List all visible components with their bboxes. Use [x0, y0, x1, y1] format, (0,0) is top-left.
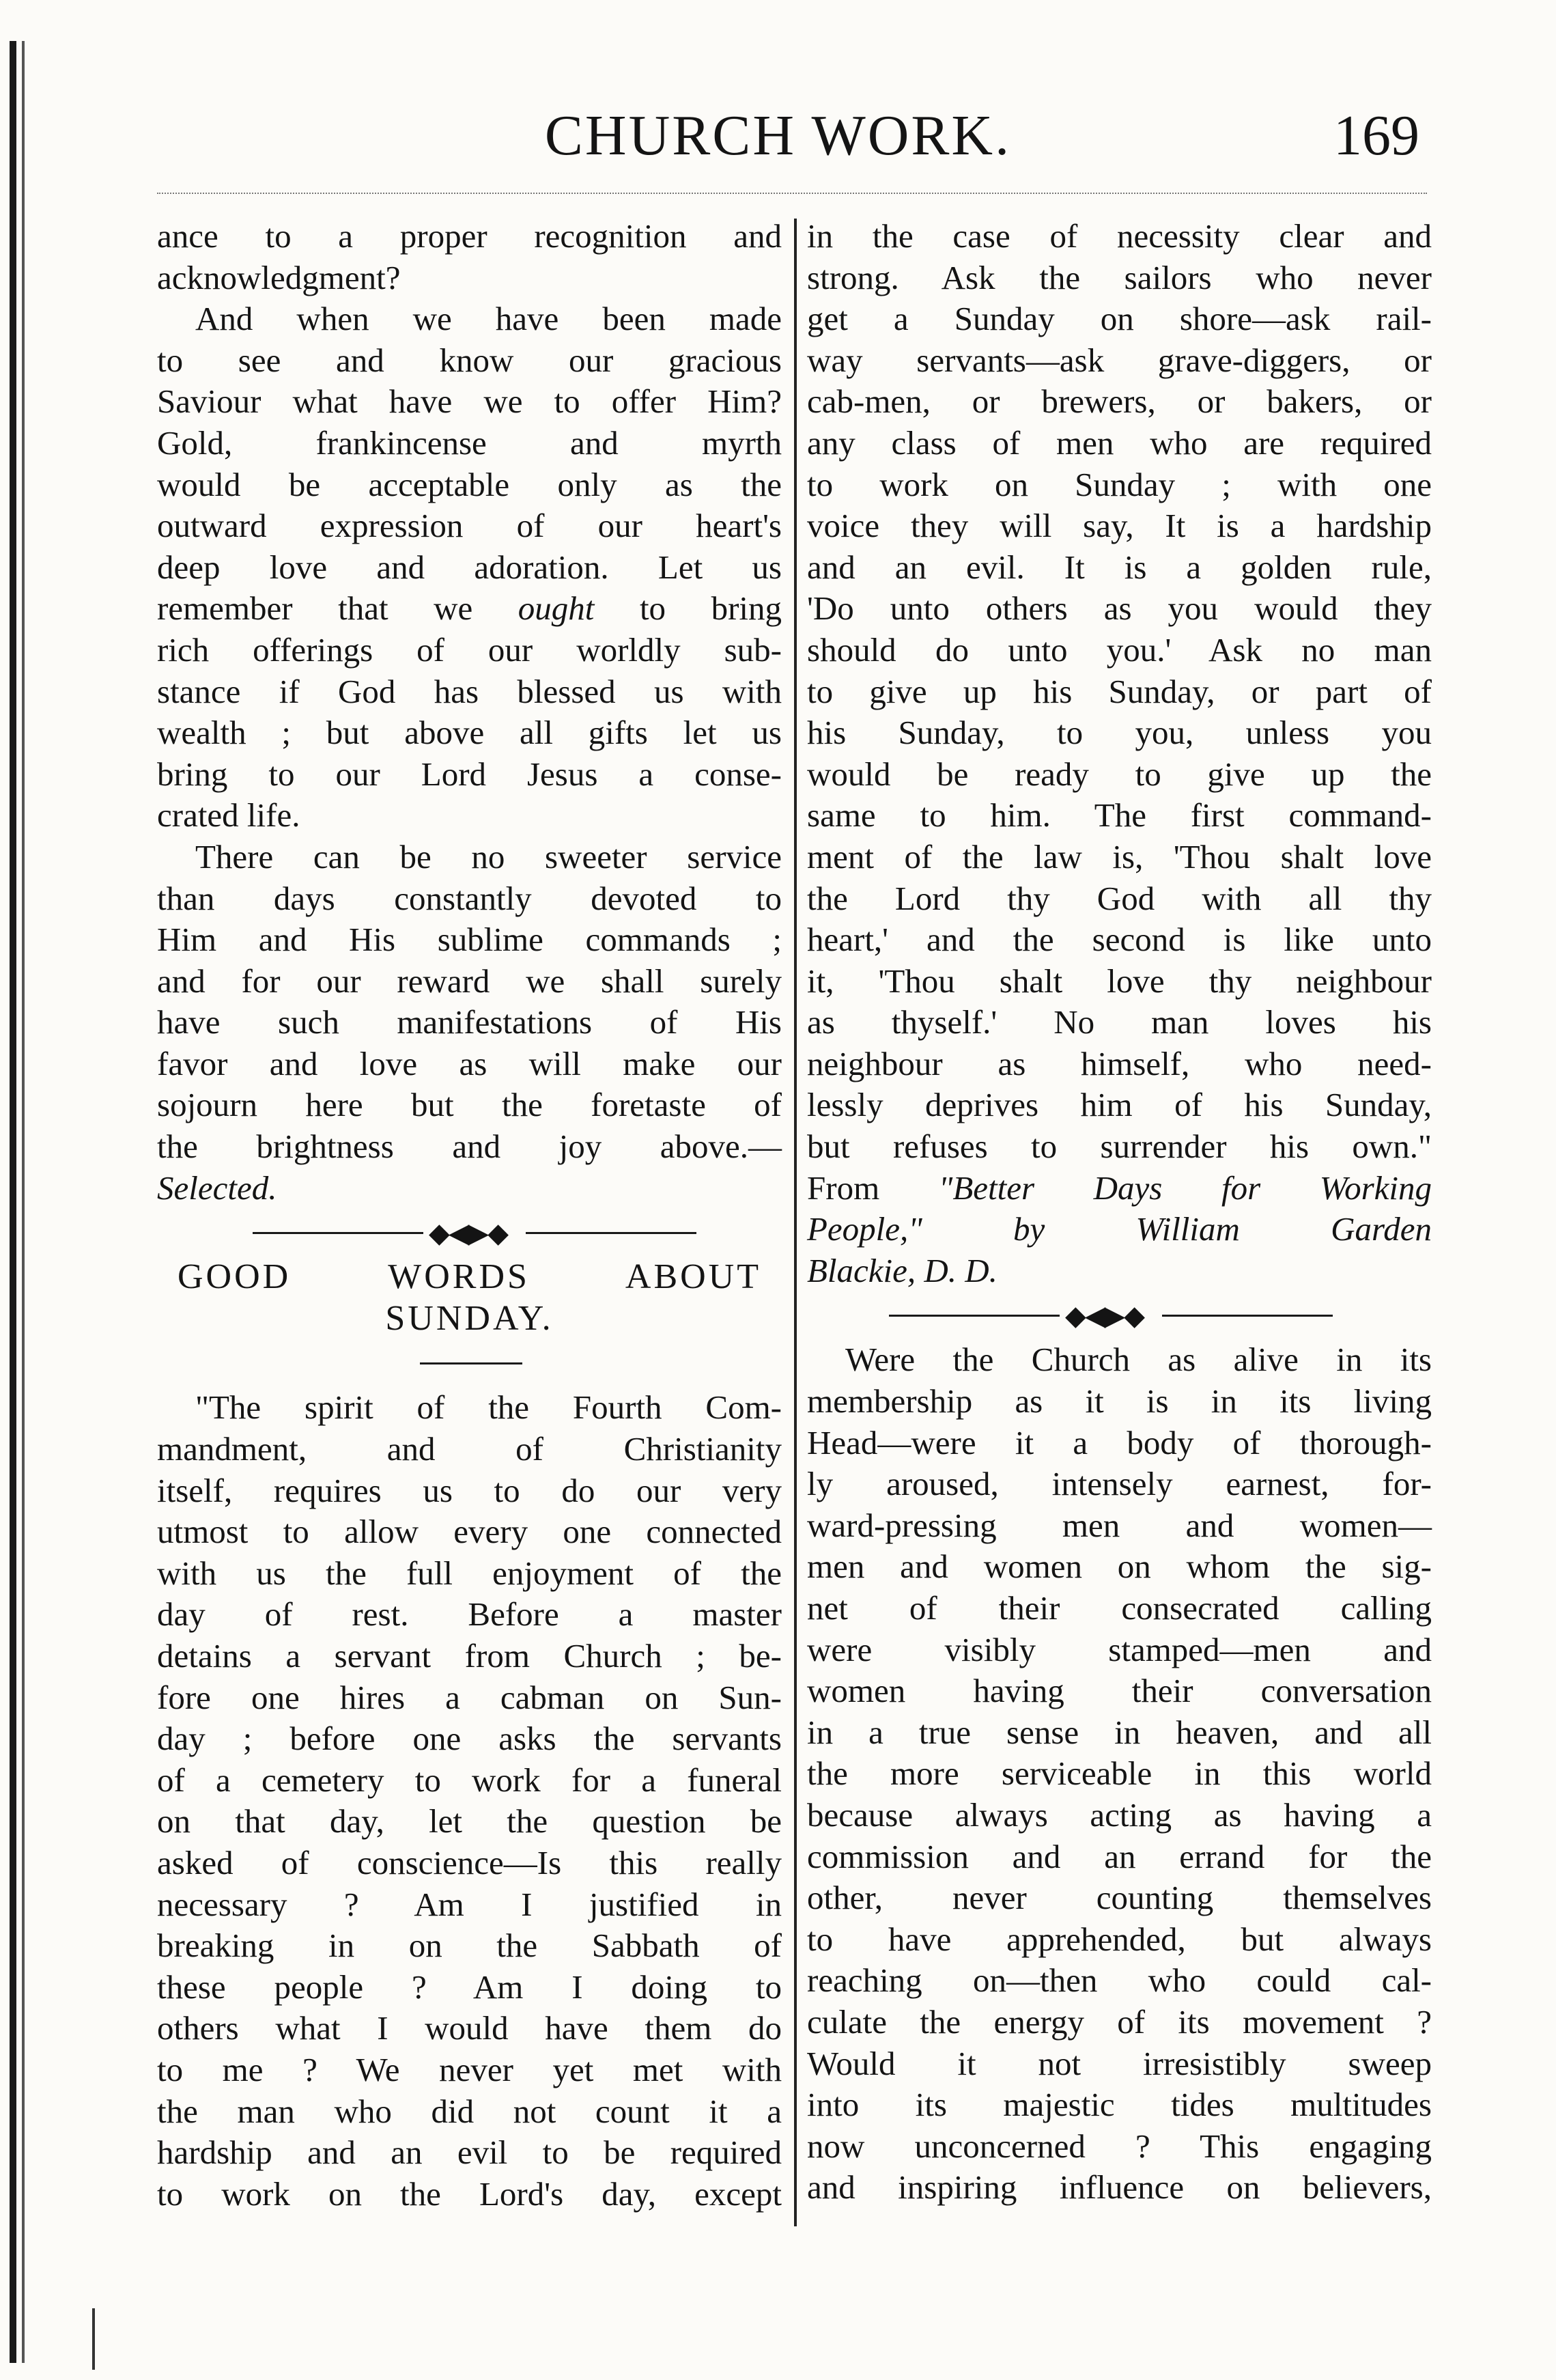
- page-binding-mark: [92, 2308, 95, 2370]
- text-line: fore one hires a cabman on Sun-: [157, 1678, 782, 1716]
- text-line: "The spirit of the Fourth Com-: [195, 1388, 782, 1427]
- text-line: it, 'Thou shalt love thy neighbour: [807, 962, 1432, 1000]
- text-line: breaking in on the Sabbath of: [157, 1927, 782, 1965]
- text-line: than days constantly devoted to: [157, 879, 782, 917]
- text-line: day of rest. Before a master: [157, 1595, 782, 1634]
- text-line: in the case of necessity clear and: [807, 217, 1432, 255]
- page-number: 169: [1333, 104, 1419, 167]
- header-rule: [157, 193, 1427, 194]
- text-line: ly aroused, intensely earnest, for-: [807, 1465, 1432, 1503]
- column-divider: [794, 219, 797, 2226]
- text-line: 'Do unto others as you would they: [807, 589, 1432, 628]
- text-line: now unconcerned ? This engaging: [807, 2127, 1432, 2165]
- text-line: would be ready to give up the: [807, 755, 1432, 793]
- text-line: to give up his Sunday, or part of: [807, 672, 1432, 710]
- text-line: membership as it is in its living: [807, 1382, 1432, 1420]
- text-line: other, never counting themselves: [807, 1879, 1432, 1917]
- text-line: Head—were it a body of thorough-: [807, 1423, 1432, 1461]
- text-line: as thyself.' No man loves his: [807, 1003, 1432, 1041]
- text-line: his Sunday, to you, unless you: [807, 714, 1432, 752]
- paragraph-sunday-workers: [807, 216, 1432, 1168]
- heading-rule: [157, 1339, 782, 1387]
- text-line: because always acting as having a: [807, 1795, 1432, 1834]
- text-line: bring to our Lord Jesus a conse-: [157, 755, 782, 793]
- ornament-rule-right: [526, 1232, 696, 1234]
- text-line: rich offerings of our worldly sub-: [157, 630, 782, 669]
- text-line: and for our reward we shall surely: [157, 962, 782, 1000]
- text-line: the more serviceable in this world: [807, 1754, 1432, 1793]
- text-line: crated life.: [157, 796, 300, 835]
- page-binding-shadow: [22, 41, 25, 2363]
- text-line: hardship and an evil to be required: [157, 2133, 782, 2172]
- text-line: Gold, frankincense and myrth: [157, 423, 782, 462]
- text-line: to me ? We never yet met with: [157, 2050, 782, 2088]
- paragraph-fourth-commandment: [157, 1387, 782, 2215]
- text-line: and inspiring influence on believers,: [807, 2168, 1432, 2207]
- text-line: the man who did not count it a: [157, 2092, 782, 2130]
- text-line: to see and know our gracious: [157, 341, 782, 379]
- paragraph-offerings: [157, 298, 782, 837]
- text-line: should do unto you.' Ask no man: [807, 630, 1432, 669]
- text-line: ance to a proper recognition and: [157, 217, 782, 255]
- text-line: itself, requires us to do our very: [157, 1471, 782, 1509]
- text-line: to have apprehended, but always: [807, 1920, 1432, 1958]
- text-line: [157, 588, 782, 630]
- text-line: ward-pressing men and women—: [807, 1506, 1432, 1544]
- text-line: lessly deprives him of his Sunday,: [807, 1086, 1432, 1124]
- text-line: asked of conscience—Is this really: [157, 1843, 782, 1881]
- left-column: [157, 216, 782, 2215]
- citation-title: "Better Days for Working: [938, 1168, 1432, 1207]
- ornament-rule-left: [889, 1315, 1060, 1317]
- text-line: voice they will say, It is a hardship: [807, 507, 1432, 545]
- text-line: utmost to allow every one connected: [157, 1513, 782, 1551]
- text-line: [807, 1168, 1432, 1209]
- text-line: deep love and adoration. Let us: [157, 548, 782, 586]
- page-binding-edge: [10, 41, 16, 2363]
- text-line: into its majestic tides multitudes: [807, 2086, 1432, 2124]
- text-line: acknowledgment?: [157, 258, 401, 296]
- text-line: were visibly stamped—men and: [807, 1630, 1432, 1668]
- ornament-rule-left: [253, 1232, 423, 1234]
- source-attribution: Selected.: [157, 1168, 277, 1207]
- text-line: wealth ; but above all gifts let us: [157, 714, 782, 752]
- text-line: the Lord thy God with all thy: [807, 879, 1432, 917]
- text-line: net of their consecrated calling: [807, 1589, 1432, 1627]
- text-line: get a Sunday on shore—ask rail-: [807, 300, 1432, 338]
- section-ornament: [807, 1291, 1432, 1339]
- text-run: to bring: [594, 589, 782, 628]
- text-line: reaching on—then who could cal-: [807, 1961, 1432, 2000]
- text-line: the brightness and joy above.—: [157, 1128, 782, 1166]
- text-line: mandment, and of Christianity: [157, 1430, 782, 1468]
- text-line: and an evil. It is a golden rule,: [807, 548, 1432, 586]
- right-column: [807, 216, 1432, 2209]
- text-line: cab-men, or brewers, or bakers, or: [807, 382, 1432, 421]
- text-line: commission and an errand for the: [807, 1837, 1432, 1875]
- text-line: Were the Church as alive in its: [845, 1341, 1432, 1379]
- paragraph-service: [157, 837, 782, 1209]
- ornament-glyph: ◆◀▶◆: [1065, 1300, 1144, 1332]
- text-line: outward expression of our heart's: [157, 507, 782, 545]
- section-ornament: [157, 1209, 782, 1257]
- section-heading-line1: GOOD WORDS ABOUT: [178, 1257, 761, 1297]
- text-line: neighbour as himself, who need-: [807, 1044, 1432, 1082]
- text-line: on that day, let the question be: [157, 1802, 782, 1840]
- text-line: with us the full enjoyment of the: [157, 1554, 782, 1592]
- text-line: to work on Sunday ; with one: [807, 465, 1432, 503]
- text-run: From: [807, 1168, 939, 1207]
- text-line: favor and love as will make our: [157, 1044, 782, 1082]
- ornament-rule-right: [1162, 1315, 1333, 1317]
- text-line: women having their conversation: [807, 1672, 1432, 1710]
- section-heading-line2: SUNDAY.: [385, 1298, 554, 1338]
- text-line: have such manifestations of His: [157, 1003, 782, 1041]
- text-line: Saviour what have we to offer Him?: [157, 382, 782, 421]
- text-line: these people ? Am I doing to: [157, 1968, 782, 2006]
- text-line: but refuses to surrender his own.": [807, 1128, 1432, 1166]
- paragraph-church-alive: [807, 1339, 1432, 2208]
- text-line: Would it not irresistibly sweep: [807, 2044, 1432, 2082]
- text-line: sojourn here but the foretaste of: [157, 1086, 782, 1124]
- text-line: stance if God has blessed us with: [157, 672, 782, 710]
- text-line: Him and His sublime commands ;: [157, 921, 782, 959]
- citation-line: People," by William Garden: [807, 1210, 1432, 1248]
- text-line: There can be no sweeter service: [195, 837, 782, 876]
- text-line: way servants—ask grave-diggers, or: [807, 341, 1432, 379]
- text-line: same to him. The first command-: [807, 796, 1432, 835]
- text-line: strong. Ask the sailors who never: [807, 258, 1432, 296]
- text-line: day ; before one asks the servants: [157, 1720, 782, 1758]
- text-line: in a true sense in heaven, and all: [807, 1713, 1432, 1751]
- paragraph-continuation: [157, 216, 782, 298]
- ornament-glyph: ◆◀▶◆: [429, 1218, 508, 1249]
- emphasis-ought: ought: [518, 589, 595, 628]
- text-line: ment of the law is, 'Thou shalt love: [807, 837, 1432, 876]
- text-line: heart,' and the second is like unto: [807, 921, 1432, 959]
- text-line: men and women on whom the sig-: [807, 1548, 1432, 1586]
- text-line: detains a servant from Church ; be-: [157, 1637, 782, 1675]
- text-line: others what I would have them do: [157, 2009, 782, 2047]
- text-line: to work on the Lord's day, except: [157, 2174, 782, 2213]
- running-head-title: CHURCH WORK.: [544, 104, 1012, 167]
- source-citation: [807, 1168, 1432, 1292]
- text-line: would be acceptable only as the: [157, 465, 782, 503]
- text-line: And when we have been made: [195, 300, 782, 338]
- text-run: remember that we: [157, 589, 518, 628]
- text-line: necessary ? Am I justified in: [157, 1885, 782, 1923]
- citation-line: Blackie, D. D.: [807, 1251, 998, 1289]
- text-line: culate the energy of its movement ?: [807, 2002, 1432, 2041]
- text-line: any class of men who are required: [807, 423, 1432, 462]
- text-line: of a cemetery to work for a funeral: [157, 1761, 782, 1799]
